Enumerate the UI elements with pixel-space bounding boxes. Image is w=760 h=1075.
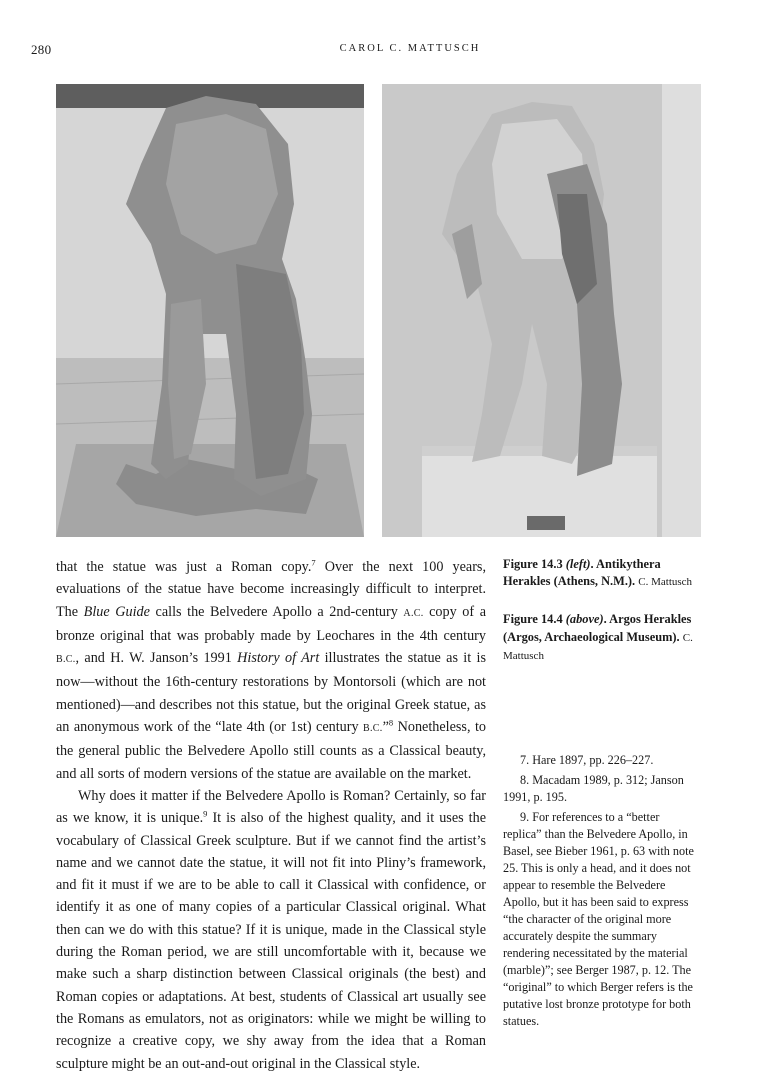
page-number: 280 <box>31 42 52 57</box>
footnote-9: 9. For references to a “better replica” than the Belvedere Apollo, in Basel, see Bieber 1961, p. 63 with note 25. This is only a head, and it does not appear to resemble the Belvedere Apollo, but it has been said to express “the character of the original more accurately despite the summary rendering necessitated by the material (marble)”; see Berger 1987, p. 12. The “original” to which Berger refers is the putative lost bronze prototype for both statues. <box>503 810 694 1028</box>
antikythera-herakles-photo <box>56 84 364 537</box>
figure-caption-14-4: Figure 14.4 (above). Argos Herakles (Argos, Archaeological Museum). C. Mattusch <box>503 612 693 662</box>
footnote-7: 7. Hare 1897, pp. 226–227. <box>520 753 654 767</box>
paragraph: that the statue was just a Roman copy.$^7$ Over the next 100 years, evaluations of the statue have become increasingly difficult to interpret. The Blue Guide calls the Belvedere Apollo a 2nd-century A.C. copy of a bronze original that was probably made by Leochares in the 4th century B.C., and H. W. Janson’s 1991 History of Art illustrates the statue as it is now—without the 16th-century restorations by Montorsoli (which are not mentioned)—and describes not this statue, but the original Greek statue, as an anonymous work of the “late 4th (or 1st) century B.C.”$^8$ Nonetheless, to the general public the Belvedere Apollo still counts as a Classical beauty, and all sorts of modern versions of the statue are available on the market. <box>56 557 487 782</box>
footnotes <box>503 752 699 1033</box>
argos-herakles-photo <box>382 84 701 537</box>
paragraph: Why does it matter if the Belvedere Apollo is Roman? Certainly, so far as we know, it is unique.$^9$ It is also of the highest quality, and it uses the vocabulary of Classical Greek sculpture. But if we cannot find the artist’s name and we cannot date the statue, it will not fit into Pliny’s framework, and fit it must if we are to be able to call it Classical with confidence, or identify it as one of many copies of a particular Classical original. What then can we do with this statue? If it is unique, made in the Classical style during the Roman period, we are still uncomfortable with it, because we make such a sharp distinction between Classical originals (the best) and Roman copies or adaptations. At best, students of Classical art usually see the Romans as emulators, not as originators: while we might be willing to recognize a creative copy, we shy away from the idea that a Roman sculpture might be an out-and-out original in the Classical style. <box>56 787 487 1072</box>
footnote-8: 8. Macadam 1989, p. 312; Janson 1991, p. 195. <box>503 773 684 804</box>
running-head: CAROL C. MATTUSCH <box>339 43 481 54</box>
body-text <box>56 556 486 1075</box>
figure-caption-14-3: Figure 14.3 (left). Antikythera Herakles (Athens, N.M.). C. Mattusch <box>503 557 693 589</box>
figure-captions <box>503 556 703 685</box>
